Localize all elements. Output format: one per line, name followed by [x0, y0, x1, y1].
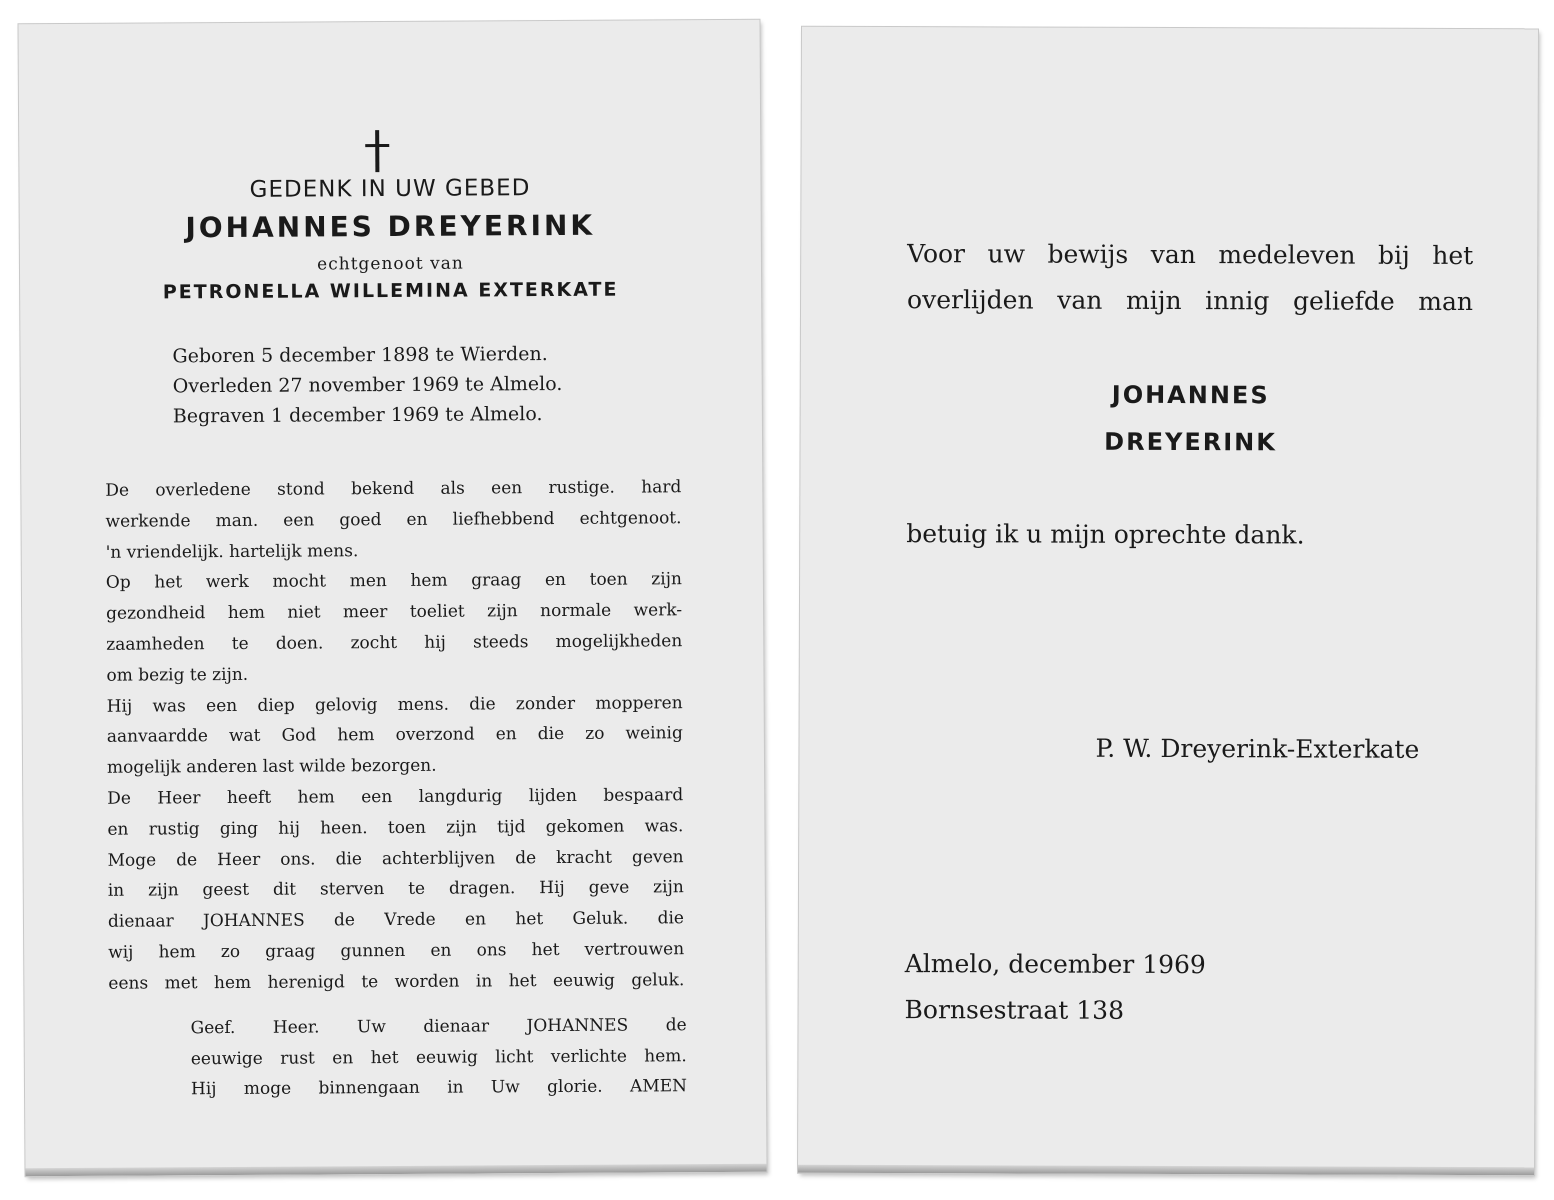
thank-you-card	[798, 27, 1538, 1176]
eulogy-line: De overledene stond bekend als een rustige. hard	[105, 477, 682, 501]
signature: P. W. Dreyerink-Exterkate	[1095, 733, 1420, 764]
memorial-card-front	[18, 20, 766, 1177]
closing-prayer	[191, 1010, 688, 1105]
spouse-label: echtgenoot van	[317, 253, 464, 275]
eulogy-line: in zijn geest dit sterven te dragen. Hij geve zijn	[107, 877, 684, 902]
deceased-last-name: DREYERINK	[1104, 427, 1277, 457]
eulogy-line: wij hem zo graag gunnen en ons het vertrouwen	[108, 939, 685, 963]
place-and-date: Almelo, december 1969	[904, 949, 1206, 980]
eulogy-line: Op het werk mocht men hem graag en toen zijn	[105, 569, 682, 594]
thanks-statement: betuig ik u mijn oprechte dank.	[906, 519, 1305, 550]
thanks-intro-line-1: Voor uw bewijs van medeleven bij het	[907, 239, 1474, 271]
death-date: Overleden 27 november 1969 te Almelo.	[172, 372, 563, 398]
eulogy-line: om bezig te zijn.	[106, 664, 249, 686]
address: Bornsestraat 138	[904, 995, 1125, 1025]
card-heading: GEDENK IN UW GEBED	[249, 175, 531, 203]
eulogy-line: mogelijk anderen last wilde bezorgen.	[106, 755, 437, 778]
eulogy-line: werkende man. een goed en liefhebbend echtgenoot.	[105, 508, 682, 532]
eulogy-line: eens met hem herenigd te worden in het eeuwig geluk.	[108, 969, 685, 994]
eulogy-line: dienaar JOHANNES de Vrede en het Geluk. die	[107, 908, 685, 932]
deceased-first-name: JOHANNES	[1111, 380, 1270, 410]
eulogy-line: aanvaardde wat God hem overzond en die zo weinig	[106, 723, 683, 748]
eulogy-text	[105, 472, 684, 999]
thanks-intro-line-2: overlijden van mijn innig geliefde man	[906, 285, 1474, 317]
birth-date: Geboren 5 december 1898 te Wierden.	[172, 343, 548, 368]
deceased-name: JOHANNES DREYERINK	[185, 208, 596, 245]
eulogy-line: De Heer heeft hem een langdurig lijden bespaard	[107, 785, 684, 809]
eulogy-line: gezondheid hem niet meer toeliet zijn normale werk-	[106, 600, 683, 624]
prayer-line: Geef. Heer. Uw dienaar JOHANNES de	[190, 1015, 687, 1039]
eulogy-line: Moge de Heer ons. die achterblijven de kracht geven	[107, 846, 684, 871]
eulogy-line: 'n vriendelijk. hartelijk mens.	[105, 540, 359, 563]
eulogy-line: en rustig ging hij heen. toen zijn tijd gekomen was.	[107, 815, 684, 840]
life-dates	[172, 339, 562, 431]
burial-date: Begraven 1 december 1969 te Almelo.	[172, 403, 543, 428]
eulogy-line: Hij was een diep gelovig mens. die zonder mopperen	[106, 692, 683, 717]
prayer-line: eeuwige rust en het eeuwig licht verlichte hem.	[190, 1045, 687, 1069]
eulogy-line: zaamheden te doen. zocht hij steeds mogelijkheden	[106, 631, 683, 655]
spouse-name: PETRONELLA WILLEMINA EXTERKATE	[162, 278, 619, 304]
cross-icon	[365, 130, 389, 172]
prayer-line: Hij moge binnengaan in Uw glorie. AMEN	[190, 1076, 688, 1100]
